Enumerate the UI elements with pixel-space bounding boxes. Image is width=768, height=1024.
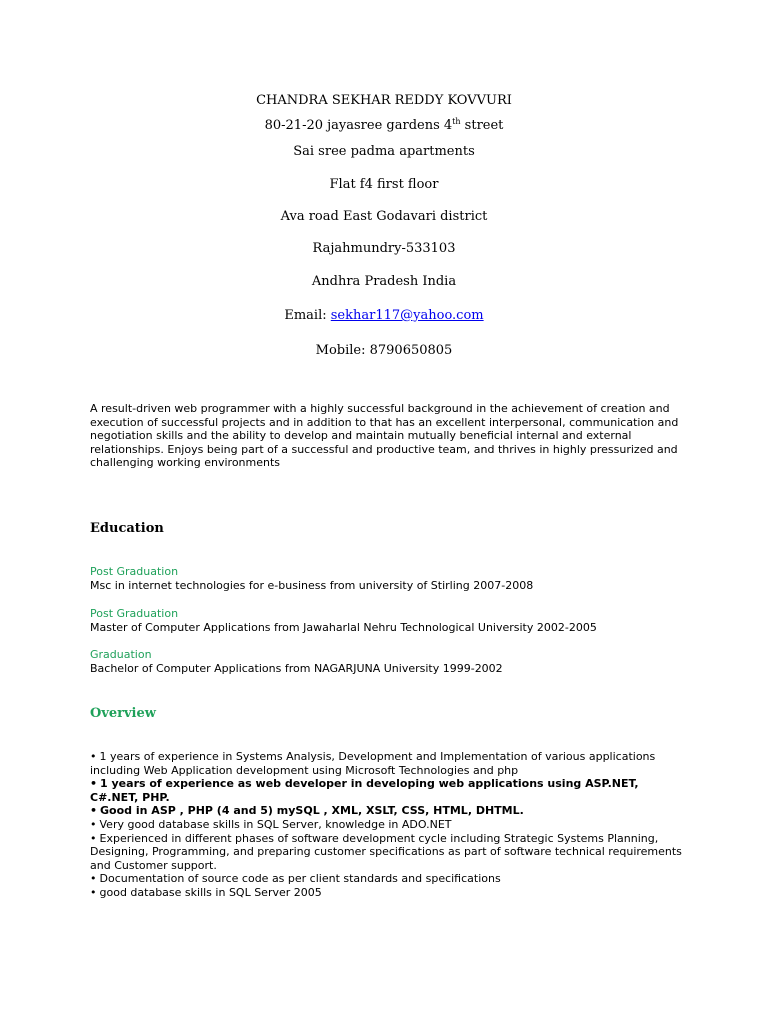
- address-line-2: Sai sree padma apartments: [293, 144, 475, 159]
- address-line-3: Flat f4 first floor: [329, 177, 439, 192]
- address-line-5: Rajahmundry-533103: [312, 241, 456, 256]
- email-line: [0, 308, 768, 324]
- address-line-4: Ava road East Godavari district: [280, 209, 488, 224]
- overview-item-text: Very good database skills in SQL Server, knowledge in ADO.NET: [99, 817, 452, 831]
- mobile-line: Mobile: 8790650805: [315, 343, 453, 358]
- summary-paragraph: A result-driven web programmer with a highly successful background in the achievement of creation and execution of successful projects and in addition to that has an excellent interpersonal, communication and negotiation skills and the ability to develop and maintain mutually beneficial internal and external relationships. Enjoys being part of a successful and productive team, and thrives in highly pressurized and challenging working environments: [90, 402, 679, 470]
- overview-item-text: Experienced in different phases of software development cycle including Strategic Systems Planning, Designing, Programming, and preparing customer specifications as part of software technical requirements and Customer support.: [90, 831, 682, 872]
- address-line-1: [0, 118, 768, 134]
- education-item-3-desc: Bachelor of Computer Applications from NAGARJUNA University 1999-2002: [90, 662, 503, 675]
- overview-item: [90, 818, 690, 832]
- education-item-2-desc: Master of Computer Applications from Jawaharlal Nehru Technological University 2002-2005: [90, 621, 597, 634]
- address-line-1-superscript: th: [452, 117, 461, 126]
- overview-item: [90, 804, 690, 818]
- overview-item: [90, 777, 690, 804]
- bullet-icon: •: [90, 777, 98, 791]
- overview-heading: Overview: [90, 706, 156, 721]
- bullet-icon: •: [90, 804, 98, 818]
- overview-item: [90, 750, 690, 777]
- candidate-name: CHANDRA SEKHAR REDDY KOVVURI: [256, 93, 512, 108]
- address-line-1-text: 80-21-20 jayasree gardens 4: [264, 118, 453, 133]
- overview-list: [90, 750, 690, 900]
- bullet-icon: •: [90, 831, 97, 845]
- address-line-1-suffix: street: [460, 118, 504, 133]
- education-item-1-label: Post Graduation: [90, 565, 179, 578]
- bullet-icon: •: [90, 750, 97, 763]
- education-item-2-label: Post Graduation: [90, 607, 179, 620]
- overview-item-text: 1 years of experience in Systems Analysis, Development and Implementation of various applications including Web Application development using Microsoft Technologies and php: [90, 750, 656, 777]
- education-item-1-desc: Msc in internet technologies for e-business from university of Stirling 2007-2008: [90, 579, 534, 592]
- overview-item-text: Documentation of source code as per client standards and specifications: [99, 872, 501, 886]
- overview-item: [90, 832, 690, 873]
- email-link[interactable]: sekhar117@yahoo.com: [330, 308, 484, 323]
- overview-item-text: 1 years of experience as web developer in developing web applications using ASP.NET, C#.NET, PHP.: [90, 777, 639, 804]
- education-item-3-label: Graduation: [90, 648, 152, 661]
- email-label: Email:: [284, 308, 331, 323]
- overview-item-text: good database skills in SQL Server 2005: [99, 885, 322, 899]
- overview-item: [90, 872, 690, 886]
- bullet-icon: •: [90, 885, 97, 899]
- overview-item: [90, 886, 690, 900]
- bullet-icon: •: [90, 817, 97, 831]
- education-heading: Education: [90, 521, 164, 536]
- bullet-icon: •: [90, 872, 97, 886]
- overview-item-text: Good in ASP , PHP (4 and 5) mySQL , XML, XSLT, CSS, HTML, DHTML.: [100, 804, 524, 818]
- address-line-6: Andhra Pradesh India: [311, 274, 457, 289]
